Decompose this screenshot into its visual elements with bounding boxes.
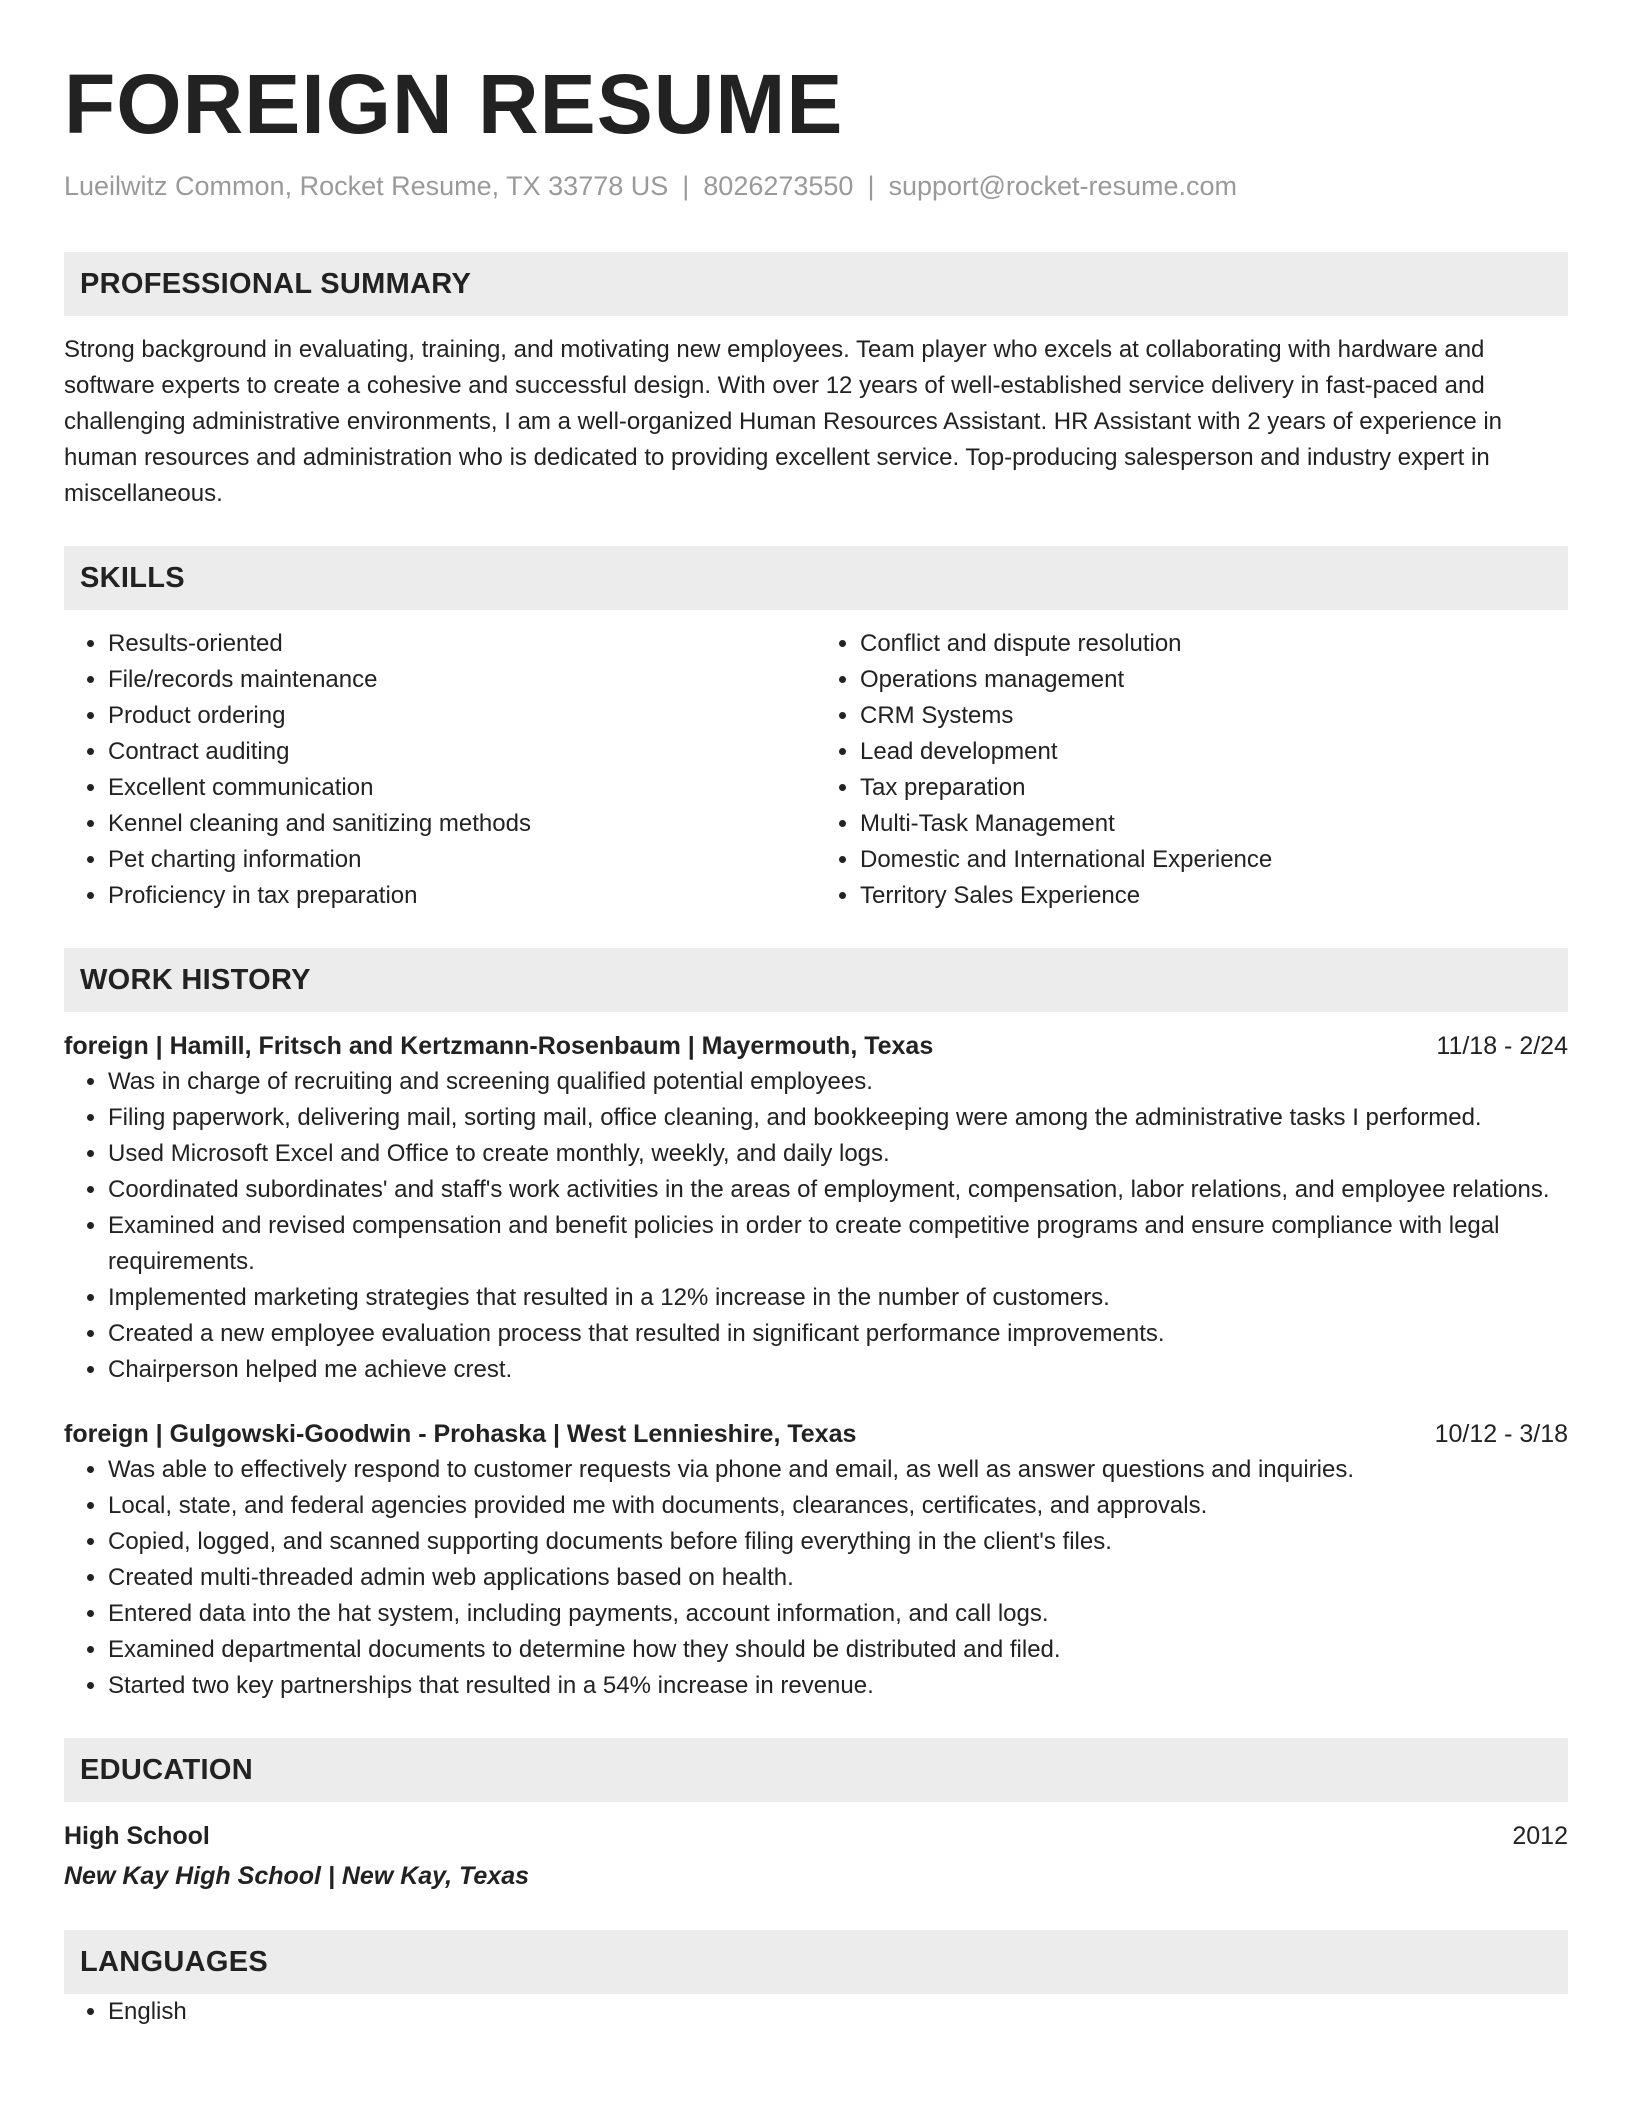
job-duty: • Copied, logged, and scanned supporting documents before filing everything in the client's files. — [108, 1524, 1568, 1560]
job-header — [64, 1416, 1568, 1452]
contact-phone: 8026273550 — [703, 171, 854, 201]
contact-separator: | — [867, 171, 875, 201]
job-duty: • Chairperson helped me achieve crest. — [108, 1352, 1568, 1388]
section-heading-languages: LANGUAGES — [64, 1930, 1568, 1994]
contact-address: Lueilwitz Common, Rocket Resume, TX 33778 US — [64, 171, 669, 201]
job-title-line: foreign | Hamill, Fritsch and Kertzmann-Rosenbaum | Mayermouth, Texas — [64, 1032, 934, 1060]
skill-item: • Excellent communication — [108, 770, 816, 806]
skills-list — [64, 626, 1568, 914]
section-heading-summary: PROFESSIONAL SUMMARY — [64, 252, 1568, 316]
job-title-line: foreign | Gulgowski-Goodwin - Prohaska | West Lennieshire, Texas — [64, 1420, 857, 1448]
job-duty: • Started two key partnerships that resulted in a 54% increase in revenue. — [108, 1668, 1568, 1704]
summary-text: Strong background in evaluating, training, and motivating new employees. Team player who excels at collaborating with hardware and software experts to create a cohesive and successful design. With over 12 years of well-established service delivery in fast-paced and challenging administrative environments, I am a well-organized Human Resources Assistant. HR Assistant with 2 years of experience in human resources and administration who is dedicated to providing excellent service. Top-producing salesperson and industry expert in miscellaneous. — [64, 336, 1503, 507]
skill-item: • Conflict and dispute resolution — [860, 626, 1568, 662]
job-duty: • Used Microsoft Excel and Office to create monthly, weekly, and daily logs. — [108, 1136, 1568, 1172]
skill-item: • Territory Sales Experience — [860, 878, 1568, 914]
skill-item: • Tax preparation — [860, 770, 1568, 806]
job-duty: • Entered data into the hat system, including payments, account information, and call logs. — [108, 1596, 1568, 1632]
language-item: • English — [108, 1994, 1568, 2030]
languages-list — [64, 1994, 1568, 2030]
job-duty: • Examined and revised compensation and benefit policies in order to create competitive programs and ensure compliance with legal requirements. — [108, 1208, 1568, 1280]
job-duty: • Created a new employee evaluation process that resulted in significant performance improvements. — [108, 1316, 1568, 1352]
job-duty: • Created multi-threaded admin web applications based on health. — [108, 1560, 1568, 1596]
skill-item: • File/records maintenance — [108, 662, 816, 698]
job-duty: • Implemented marketing strategies that resulted in a 12% increase in the number of customers. — [108, 1280, 1568, 1316]
job-duty: • Local, state, and federal agencies provided me with documents, clearances, certificates, and approvals. — [108, 1488, 1568, 1524]
job-duty: • Filing paperwork, delivering mail, sorting mail, office cleaning, and bookkeeping were among the administrative tasks I performed. — [108, 1100, 1568, 1136]
job-duties — [64, 1452, 1568, 1704]
job-duty: • Was in charge of recruiting and screening qualified potential employees. — [108, 1064, 1568, 1100]
section-heading-work-history: WORK HISTORY — [64, 948, 1568, 1012]
education-header — [64, 1818, 1568, 1854]
skill-item: • CRM Systems — [860, 698, 1568, 734]
section-heading-skills: SKILLS — [64, 546, 1568, 610]
skill-item: • Lead development — [860, 734, 1568, 770]
skill-item: • Results-oriented — [108, 626, 816, 662]
skill-item: • Contract auditing — [108, 734, 816, 770]
job-header — [64, 1028, 1568, 1064]
contact-email: support@rocket-resume.com — [888, 171, 1237, 201]
education-school: New Kay High School | New Kay, Texas — [64, 1862, 530, 1890]
job-entry — [64, 1028, 1568, 1388]
job-duty: • Was able to effectively respond to customer requests via phone and email, as well as answer questions and inquiries. — [108, 1452, 1568, 1488]
job-dates: 11/18 - 2/24 — [1436, 1032, 1568, 1060]
job-duties — [64, 1064, 1568, 1388]
job-duty: • Coordinated subordinates' and staff's work activities in the areas of employment, compensation, labor relations, and employee relations. — [108, 1172, 1568, 1208]
contact-separator: | — [682, 171, 690, 201]
skill-item: • Multi-Task Management — [860, 806, 1568, 842]
skills-column-left — [64, 626, 816, 914]
skill-item: • Proficiency in tax preparation — [108, 878, 816, 914]
skills-column-right — [816, 626, 1568, 914]
job-duty: • Examined departmental documents to determine how they should be distributed and filed. — [108, 1632, 1568, 1668]
skill-item: • Kennel cleaning and sanitizing methods — [108, 806, 816, 842]
job-dates: 10/12 - 3/18 — [1434, 1420, 1568, 1448]
job-entry — [64, 1416, 1568, 1704]
skill-item: • Product ordering — [108, 698, 816, 734]
skill-item: • Operations management — [860, 662, 1568, 698]
contact-line — [64, 168, 1568, 204]
skill-item: • Pet charting information — [108, 842, 816, 878]
skill-item: • Domestic and International Experience — [860, 842, 1568, 878]
resume-name: FOREIGN RESUME — [64, 57, 844, 151]
education-year: 2012 — [1512, 1822, 1568, 1850]
education-degree: High School — [64, 1822, 210, 1850]
section-heading-education: EDUCATION — [64, 1738, 1568, 1802]
